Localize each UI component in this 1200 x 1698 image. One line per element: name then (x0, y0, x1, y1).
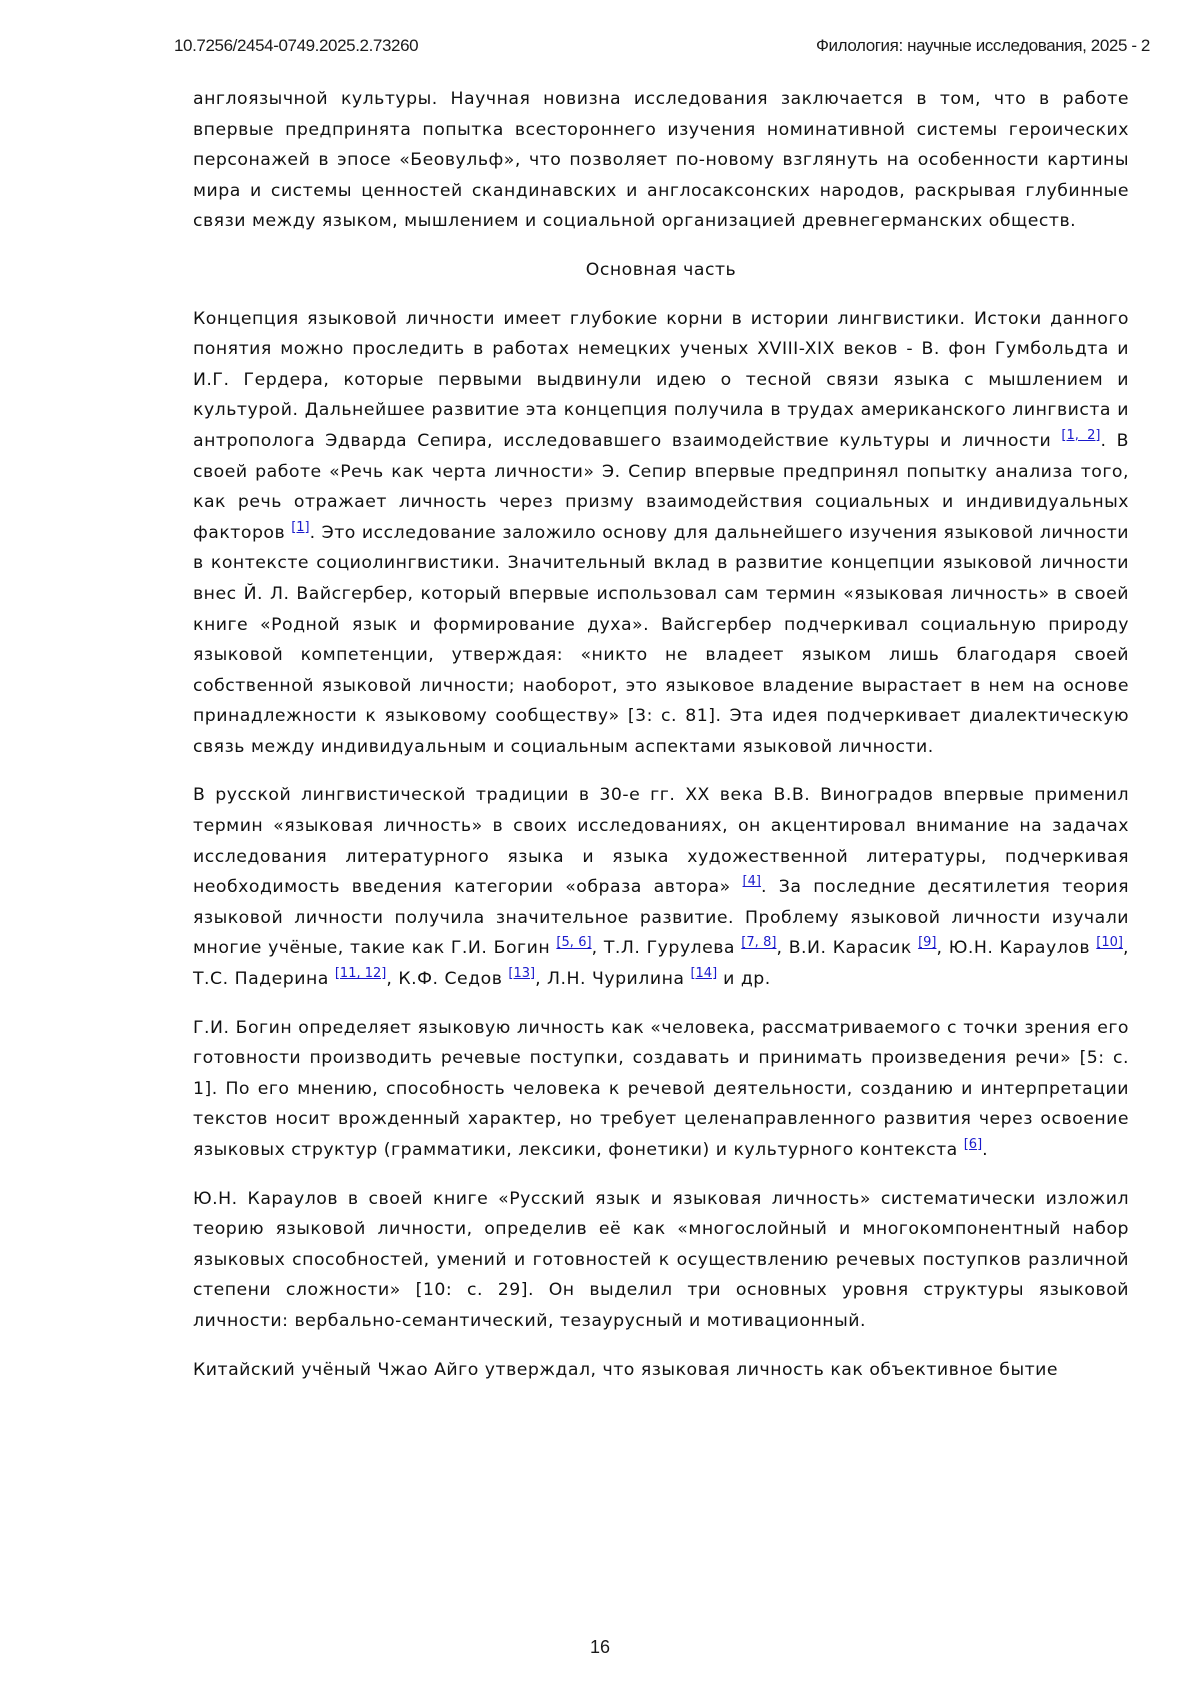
section-heading: Основная часть (193, 255, 1129, 286)
reference-link-13[interactable]: [13] (508, 966, 535, 981)
paragraph-karaulov-text: Ю.Н. Караулов в своей книге «Русский язык и языковая личность» систематически изложил теорию языковой личности, определив её как «многослойный и многокомпонентный набор языковых способностей, умений и готовностей к осуществлению речевых поступков различной степени сложности» [10: с. 29]. Он выделил три основных уровня структуры языковой личности: вербально-семантический, тезаурусный и мотивационный. (193, 1189, 1129, 1331)
journal-title: Филология: научные исследования, 2025 - 2 (816, 36, 1150, 56)
text-fragment: . За последние десятилетия теория языковой личности получила значительное развитие. Проблему языковой личности изучали многие учёные, такие как Г.И. Богин (193, 877, 1129, 958)
reference-link-14[interactable]: [14] (690, 966, 717, 981)
reference-link-9[interactable]: [9] (918, 936, 936, 951)
paragraph-russian-tradition (193, 780, 1129, 994)
paragraph-bogin (193, 1013, 1129, 1166)
paragraph-zhao (193, 1355, 1129, 1386)
paragraph-zhao-text: Китайский учёный Чжао Айго утверждал, что языковая личность как объективное бытие (193, 1360, 1058, 1380)
text-fragment: и др. (717, 969, 771, 989)
text-fragment: , В.И. Карасик (776, 938, 918, 958)
reference-link-4[interactable]: [4] (743, 874, 761, 889)
reference-link-1-2[interactable]: [1, 2] (1061, 428, 1100, 443)
reference-link-7-8[interactable]: [7, 8] (741, 936, 776, 951)
text-fragment: , Ю.Н. Караулов (936, 938, 1096, 958)
reference-link-11-12[interactable]: [11, 12] (335, 966, 387, 981)
paragraph-novelty (193, 84, 1129, 237)
text-fragment: Концепция языковой личности имеет глубокие корни в истории лингвистики. Истоки данного понятия можно проследить в работах немецких ученых XVIII-XIX веков - В. фон Гумбольдта и И.Г. Гердера, которые первыми выдвинули идею о тесной связи языка с мышлением и культурой. Дальнейшее развитие эта концепция получила в трудах американского лингвиста и антрополога Эдварда Сепира, исследовавшего взаимодействие культуры и личности (193, 309, 1129, 451)
text-fragment: , К.Ф. Седов (386, 969, 508, 989)
reference-link-1[interactable]: [1] (291, 520, 309, 535)
text-fragment: , Т.С. Падерина (193, 938, 1129, 989)
reference-link-5-6[interactable]: [5, 6] (556, 936, 591, 951)
reference-link-10[interactable]: [10] (1096, 936, 1123, 951)
paragraph-karaulov (193, 1184, 1129, 1337)
text-fragment: . (982, 1140, 988, 1160)
text-fragment: , Л.Н. Чурилина (535, 969, 690, 989)
text-fragment: . Это исследование заложило основу для дальнейшего изучения языковой личности в контексте социолингвистики. Значительный вклад в развитие концепции языковой личности внес Й. Л. Вайсгербер, который впервые использовал сам термин «языковая личность» в своей книге «Родной язык и формирование духа». Вайсгербер подчеркивал социальную природу языковой компетенции, утверждая: «никто не владеет языком лишь благодаря своей собственной языковой личности; наоборот, это языковое владение вырастает в нем на основе принадлежности к языковому сообществу» [3: с. 81]. Эта идея подчеркивает диалектическую связь между индивидуальным и социальным аспектами языковой личности. (193, 523, 1129, 757)
article-body (193, 84, 1129, 1403)
text-fragment: . В своей работе «Речь как черта личности» Э. Сепир впервые предпринял попытку анализа того, как речь отражает личность через призму взаимодействия социальных и индивидуальных факторов (193, 431, 1129, 543)
paragraph-concept (193, 304, 1129, 763)
text-fragment: Г.И. Богин определяет языковую личность как «человека, рассматриваемого с точки зрения его готовности производить речевые поступки, создавать и принимать произведения речи» [5: с. 1]. По его мнению, способность человека к речевой деятельности, созданию и интерпретации текстов носит врожденный характер, но требует целенаправленного развития через освоение языковых структур (грамматики, лексики, фонетики) и культурного контекста (193, 1018, 1129, 1160)
doi-label: 10.7256/2454-0749.2025.2.73260 (174, 36, 418, 56)
text-fragment: В русской лингвистической традиции в 30-е гг. XX века В.В. Виноградов впервые применил термин «языковая личность» в своих исследованиях, он акцентировал внимание на задачах исследования литературного языка и языка художественной литературы, подчеркивая необходимость введения категории «образа автора» (193, 785, 1129, 897)
text-fragment: , Т.Л. Гурулева (592, 938, 742, 958)
paragraph-novelty-text: англоязычной культуры. Научная новизна исследования заключается в том, что в работе впервые предпринята попытка всестороннего изучения номинативной системы героических персонажей в эпосе «Беовульф», что позволяет по-новому взглянуть на особенности картины мира и системы ценностей скандинавских и англосаксонских народов, раскрывая глубинные связи между языком, мышлением и социальной организацией древнегерманских обществ. (193, 89, 1129, 231)
running-header (174, 36, 1150, 60)
reference-link-6[interactable]: [6] (964, 1137, 982, 1152)
page-number: 16 (0, 1637, 1200, 1658)
